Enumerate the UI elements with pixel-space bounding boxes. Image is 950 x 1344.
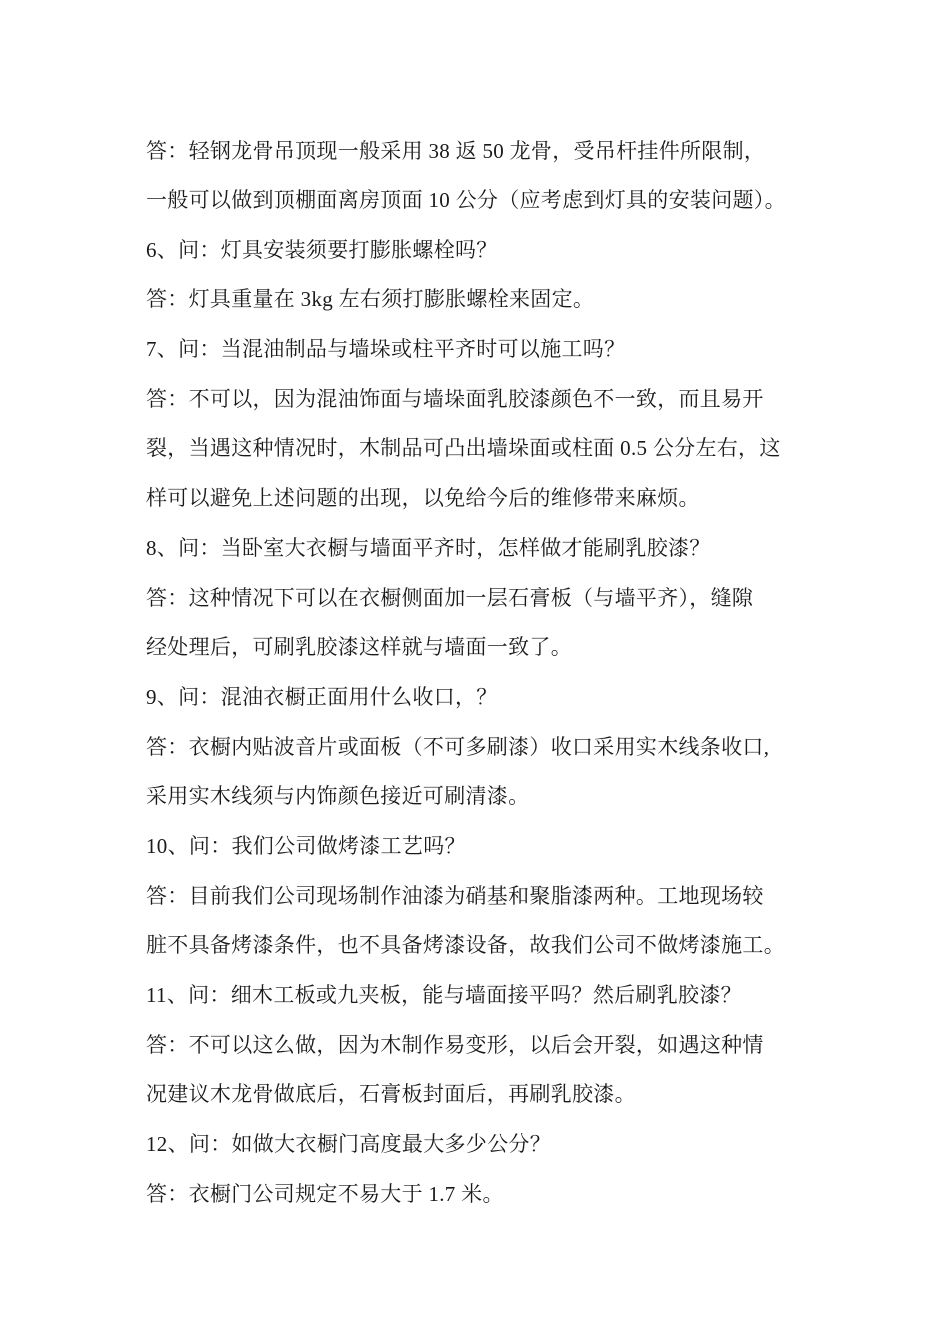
- answer-line: 采用实木线须与内饰颜色接近可刷清漆。: [146, 784, 530, 808]
- answer-line: 答：灯具重量在 3kg 左右须打膨胀螺栓来固定。: [146, 287, 595, 311]
- question-line: 8、问：当卧室大衣橱与墙面平齐时，怎样做才能刷乳胶漆？: [146, 536, 711, 560]
- answer-line: 答：不可以这么做，因为木制作易变形，以后会开裂，如遇这种情: [146, 1033, 764, 1057]
- question-line: 10、问：我们公司做烤漆工艺吗？: [146, 834, 466, 858]
- question-line: 9、问：混油衣橱正面用什么收口，？: [146, 685, 498, 709]
- answer-line: 答：不可以，因为混油饰面与墙垛面乳胶漆颜色不一致，而且易开: [146, 387, 764, 411]
- answer-line: 答：目前我们公司现场制作油漆为硝基和聚脂漆两种。工地现场较: [146, 884, 764, 908]
- answer-line: 答：衣橱内贴波音片或面板（不可多刷漆）收口采用实木线条收口,: [146, 735, 770, 759]
- answer-line: 经处理后，可刷乳胶漆这样就与墙面一致了。: [146, 635, 572, 659]
- question-line: 6、问：灯具安装须要打膨胀螺栓吗？: [146, 238, 498, 262]
- answer-line: 脏不具备烤漆条件，也不具备烤漆设备，故我们公司不做烤漆施工。: [146, 933, 785, 957]
- answer-line: 裂，当遇这种情况时，木制品可凸出墙垛面或柱面 0.5 公分左右，这: [146, 436, 781, 460]
- answer-line: 答：这种情况下可以在衣橱侧面加一层石膏板（与墙平齐），缝隙: [146, 586, 754, 610]
- answer-line: 样可以避免上述问题的出现，以免给今后的维修带来麻烦。: [146, 486, 700, 510]
- answer-line: 答：衣橱门公司规定不易大于 1.7 米。: [146, 1182, 504, 1206]
- answer-line: 况建议木龙骨做底后，石膏板封面后，再刷乳胶漆。: [146, 1082, 636, 1106]
- answer-line: 答：轻钢龙骨吊顶现一般采用 38 返 50 龙骨，受吊杆挂件所限制，: [146, 139, 766, 163]
- question-line: 12、问：如做大衣橱门高度最大多少公分？: [146, 1132, 551, 1156]
- question-line: 11、问：细木工板或九夹板，能与墙面接平吗？然后刷乳胶漆？: [146, 983, 742, 1007]
- question-line: 7、问：当混油制品与墙垛或柱平齐时可以施工吗？: [146, 337, 626, 361]
- answer-line: 一般可以做到顶棚面离房顶面 10 公分（应考虑到灯具的安装问题）。: [146, 188, 786, 212]
